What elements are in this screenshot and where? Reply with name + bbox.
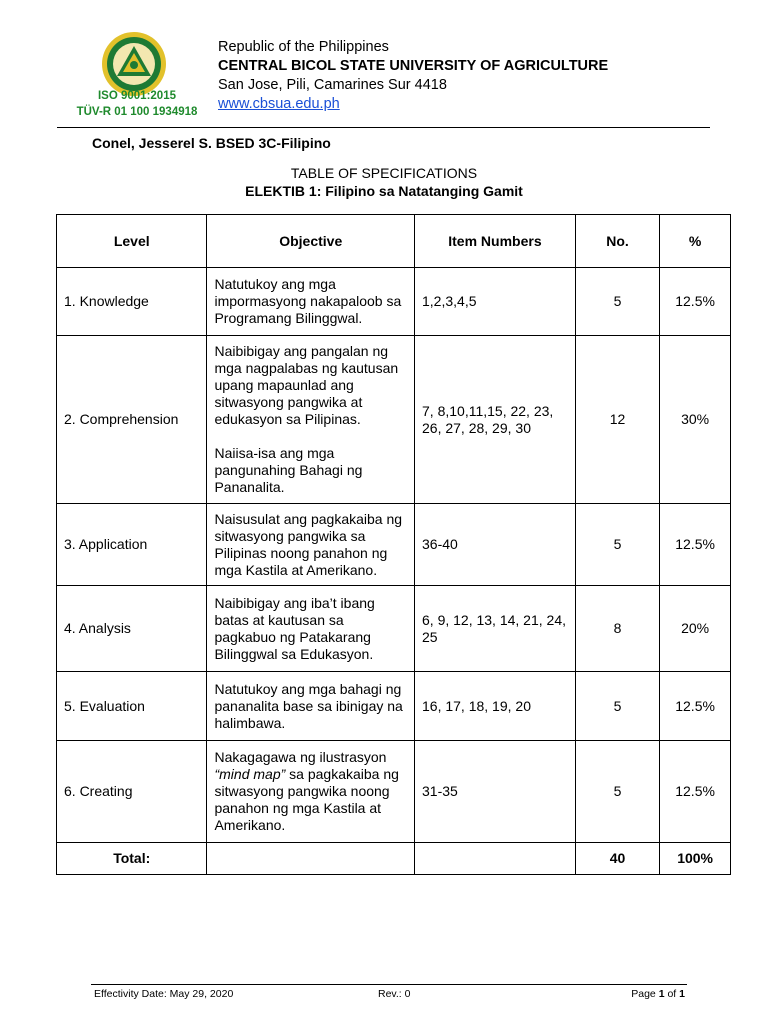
address-line: San Jose, Pili, Camarines Sur 4418 bbox=[218, 77, 447, 93]
objective-cell: Natutukoy ang mga bahagi ng pananalita base sa ibinigay na halimbawa. bbox=[207, 672, 415, 741]
page-indicator bbox=[631, 988, 685, 1000]
percent-cell: 12.5% bbox=[660, 741, 731, 843]
header-percent: % bbox=[660, 215, 731, 268]
table-row bbox=[57, 268, 731, 336]
objective-text: Naibibigay ang pangalan ng mga nagpalabas ng kautusan upang mapaunlad ang sitwasyong pangwika at edukasyon sa Pilipinas. bbox=[214, 343, 399, 427]
percent-cell: 12.5% bbox=[660, 504, 731, 586]
iso-certification bbox=[62, 88, 212, 120]
republic-line: Republic of the Philippines bbox=[218, 39, 389, 55]
items-cell: 1,2,3,4,5 bbox=[415, 268, 576, 336]
table-row bbox=[57, 336, 731, 504]
level-cell: 5. Evaluation bbox=[57, 672, 207, 741]
empty-cell bbox=[415, 843, 576, 875]
institution-block bbox=[218, 38, 608, 114]
objective-emphasis: “mind map” bbox=[214, 766, 286, 782]
effectivity-date: Effectivity Date: May 29, 2020 bbox=[94, 988, 234, 1000]
count-cell: 5 bbox=[575, 741, 659, 843]
level-cell: 1. Knowledge bbox=[57, 268, 207, 336]
objective-text: Nakagagawa ng ilustrasyon bbox=[214, 749, 387, 765]
items-cell: 36-40 bbox=[415, 504, 576, 586]
level-cell: 2. Comprehension bbox=[57, 336, 207, 504]
table-row bbox=[57, 741, 731, 843]
iso-label: ISO 9001:2015 bbox=[97, 90, 176, 102]
page-label: Page bbox=[631, 988, 656, 1000]
objective-text: Naiisa-isa ang mga pangunahing Bahagi ng Pananalita. bbox=[214, 445, 363, 495]
objective-cell bbox=[207, 336, 415, 504]
university-name: CENTRAL BICOL STATE UNIVERSITY OF AGRICULTURE bbox=[218, 58, 609, 74]
objective-cell bbox=[207, 741, 415, 843]
objective-cell: Natutukoy ang mga impormasyong nakapaloob sa Programang Bilinggwal. bbox=[207, 268, 415, 336]
letterhead bbox=[0, 0, 768, 130]
header-level: Level bbox=[57, 215, 207, 268]
revision: Rev.: 0 bbox=[378, 988, 411, 1000]
count-cell: 12 bbox=[575, 336, 659, 504]
page-total: 1 bbox=[679, 988, 685, 1000]
cert-number: TÜV-R 01 100 1934918 bbox=[76, 106, 198, 118]
empty-cell bbox=[207, 843, 415, 875]
website-link[interactable]: www.cbsua.edu.ph bbox=[218, 96, 340, 112]
percent-cell: 20% bbox=[660, 586, 731, 672]
count-cell: 5 bbox=[575, 672, 659, 741]
objective-cell: Naibibigay ang iba’t ibang batas at kautusan sa pagkabuo ng Patakarang Bilinggwal sa Edukasyon. bbox=[207, 586, 415, 672]
percent-cell: 30% bbox=[660, 336, 731, 504]
document-subtitle: ELEKTIB 1: Filipino sa Natatanging Gamit bbox=[245, 183, 523, 199]
header-divider bbox=[57, 127, 710, 128]
items-cell: 6, 9, 12, 13, 14, 21, 24, 25 bbox=[415, 586, 576, 672]
table-row bbox=[57, 586, 731, 672]
level-cell: 3. Application bbox=[57, 504, 207, 586]
header-item-numbers: Item Numbers bbox=[415, 215, 576, 268]
items-cell: 31-35 bbox=[415, 741, 576, 843]
student-name: Conel, Jesserel S. BSED 3C-Filipino bbox=[92, 135, 331, 151]
total-percent: 100% bbox=[660, 843, 731, 875]
count-cell: 8 bbox=[575, 586, 659, 672]
page-of: of bbox=[667, 988, 677, 1000]
header-no: No. bbox=[575, 215, 659, 268]
objective-cell: Naisusulat ang pagkakaiba ng sitwasyong pangwika sa Pilipinas noong panahon ng mga Kastila at Amerikano. bbox=[207, 504, 415, 586]
count-cell: 5 bbox=[575, 504, 659, 586]
percent-cell: 12.5% bbox=[660, 672, 731, 741]
page-number: 1 bbox=[658, 988, 665, 1000]
level-cell: 6. Creating bbox=[57, 741, 207, 843]
objective-text: sa pagkakaiba ng sitwasyong pangwika noong panahon ng mga Kastila at Amerikano. bbox=[214, 766, 399, 833]
table-row bbox=[57, 672, 731, 741]
level-cell: 4. Analysis bbox=[57, 586, 207, 672]
total-row bbox=[57, 843, 731, 875]
total-count: 40 bbox=[575, 843, 659, 875]
document-title: TABLE OF SPECIFICATIONS bbox=[290, 165, 478, 181]
header-objective: Objective bbox=[207, 215, 415, 268]
page-footer bbox=[91, 984, 687, 1000]
table-header-row bbox=[57, 215, 731, 268]
specifications-table bbox=[56, 214, 731, 875]
table-row bbox=[57, 504, 731, 586]
count-cell: 5 bbox=[575, 268, 659, 336]
items-cell: 16, 17, 18, 19, 20 bbox=[415, 672, 576, 741]
total-label: Total: bbox=[57, 843, 207, 875]
percent-cell: 12.5% bbox=[660, 268, 731, 336]
items-cell: 7, 8,10,11,15, 22, 23, 26, 27, 28, 29, 30 bbox=[415, 336, 576, 504]
document-titles bbox=[0, 164, 768, 200]
